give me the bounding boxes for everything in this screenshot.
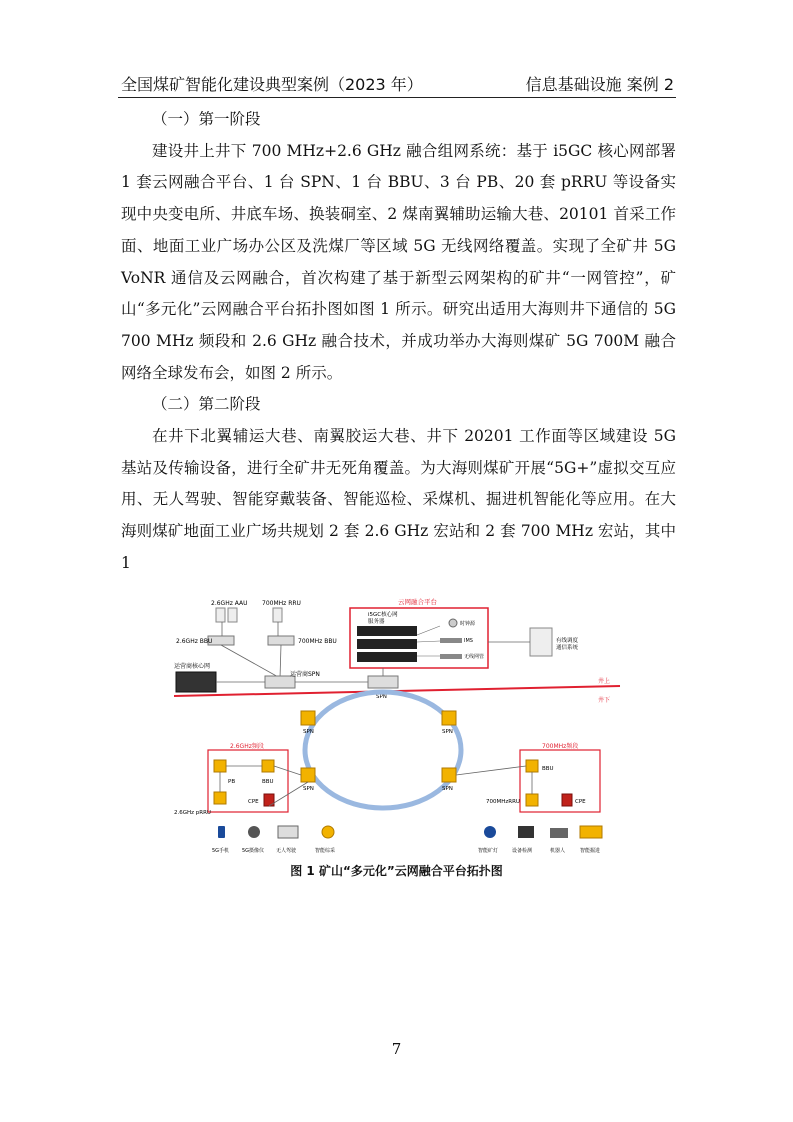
- header-title: 全国煤矿智能化建设典型案例（2023 年）: [121, 75, 423, 94]
- shearer-icon: [322, 826, 334, 838]
- header-rule: [118, 97, 676, 98]
- label-spn-3: SPN: [303, 786, 314, 792]
- spn-node-icon: [442, 711, 456, 725]
- label-aau: 2.6GHz AAU: [211, 600, 248, 607]
- label-server: 服务器: [368, 619, 385, 625]
- label-cpe-right: CPE: [575, 799, 586, 805]
- roadheader-icon: [580, 826, 602, 838]
- label-wired: 有线调度: [556, 638, 579, 644]
- bbu-device-icon: [268, 636, 294, 645]
- label-app6: 设备检测: [512, 848, 533, 854]
- label-rru700: 700MHz RRU: [262, 600, 301, 607]
- detector-icon: [518, 826, 534, 838]
- spn-node-icon: [442, 768, 456, 782]
- label-spn-2: SPN: [442, 729, 453, 735]
- robot-icon: [550, 828, 568, 838]
- label-cpe-left: CPE: [248, 799, 259, 805]
- core-network-icon: [176, 672, 216, 692]
- label-app3: 无人驾驶: [276, 848, 297, 854]
- label-bbu-left: BBU: [262, 779, 274, 785]
- label-app5: 智能矿灯: [478, 848, 499, 854]
- label-bbu-right: BBU: [542, 766, 554, 772]
- label-cloud-title: 云网融合平台: [398, 598, 437, 606]
- aau-device-icon: [228, 608, 237, 622]
- server-icon: [357, 652, 417, 662]
- section-heading-1: （一）第一阶段: [152, 110, 261, 128]
- clock-icon: [449, 619, 457, 627]
- label-app8: 智能掘进: [580, 848, 601, 854]
- figure-caption: 图 1 矿山“多元化”云网融合平台拓扑图: [290, 864, 503, 878]
- label-ground-down: 井下: [598, 697, 611, 704]
- label-spn-center: SPN: [376, 694, 387, 700]
- label-i5gc: i5GC核心网: [368, 612, 398, 618]
- label-clock: 时钟源: [460, 621, 476, 627]
- paragraph-1: 建设井上井下 700 MHz+2.6 GHz 融合组网系统：基于 i5GC 核心网部署 1 套云网融合平台、1 台 SPN、1 台 BBU、3 台 PB、20 套 pRRU 等设备实现中央变电所、井底车场、换装硐室、2 煤南翼辅助运输大巷、20101 首采工作面、地面工业广场办公区及洗煤厂等区域 5G 无线网络覆盖。实现了全矿井 5G VoNR 通信及云网融合，首次构建了基于新型云网架构的矿井“一网管控”，矿山“多元化”云网融合平台拓扑图如图 1 所示。研究出适用大海则井下通信的 5G 700 MHz 频段和 2.6 GHz 融合技术，并成功举办大海则煤矿 5G 700M 融合网络全球发布会，如图 2 所示。: [121, 141, 676, 382]
- pb-device-icon: [214, 760, 226, 772]
- cpe-device-icon: [562, 794, 572, 806]
- label-band26: 2.6GHz频段: [230, 743, 264, 750]
- label-app2: 5G摄像仪: [242, 848, 265, 854]
- label-app7: 机器人: [550, 848, 566, 854]
- rru-device-icon: [273, 608, 282, 622]
- label-spn-op: 运营商SPN: [290, 671, 320, 678]
- label-band700: 700MHz频段: [542, 743, 579, 750]
- rru-node-icon: [526, 794, 538, 806]
- header-section: 信息基础设施 案例 2: [525, 75, 674, 94]
- label-ground-up: 井上: [598, 678, 611, 685]
- camera-icon: [248, 826, 260, 838]
- label-app4: 智能综采: [315, 848, 336, 854]
- wired-dispatch-icon: [530, 628, 552, 656]
- label-core: 运营商核心网: [174, 663, 211, 670]
- prru-device-icon: [214, 792, 226, 804]
- label-pb: PB: [228, 779, 236, 785]
- spn-node-icon: [301, 768, 315, 782]
- vehicle-icon: [278, 826, 298, 838]
- section-heading-2: （二）第二阶段: [152, 395, 261, 414]
- spn-node-icon: [301, 711, 315, 725]
- page-header: [121, 72, 674, 96]
- label-app1: 5G手机: [212, 848, 230, 854]
- body-text: [121, 104, 676, 580]
- label-prru: 2.6GHz pRRU: [174, 810, 211, 816]
- label-spn-1: SPN: [303, 729, 314, 735]
- topology-figure: [170, 590, 625, 860]
- bbu-node-icon: [526, 760, 538, 772]
- paragraph-2: 在井下北翼辅运大巷、南翼胶运大巷、井下 20201 工作面等区域建设 5G 基站及传输设备，进行全矿井无死角覆盖。为大海则煤矿开展“5G+”虚拟交互应用、无人驾驶、智能穿戴装备、智能巡检、采煤机、掘进机智能化等应用。在大海则煤矿地面工业广场共规划 2 套 2.6 GHz 宏站和 2 套 700 MHz 宏站，其中 1: [121, 427, 676, 572]
- ims-icon: [440, 638, 462, 643]
- spn-ring: [305, 692, 461, 808]
- page-number: 7: [391, 1040, 402, 1058]
- server-icon: [357, 626, 417, 636]
- server-icon: [357, 639, 417, 649]
- topology-diagram: [170, 590, 625, 860]
- label-wireless: 无线网管: [464, 654, 485, 660]
- phone-icon: [218, 826, 225, 838]
- wireless-mgmt-icon: [440, 654, 462, 659]
- label-wired2: 通信系统: [556, 645, 579, 651]
- bbu-node-icon: [262, 760, 274, 772]
- label-rru700b: 700MHzRRU: [486, 799, 520, 805]
- label-ims: IMS: [464, 638, 473, 644]
- label-spn-4: SPN: [442, 786, 453, 792]
- lamp-icon: [484, 826, 496, 838]
- core-spn-icon: [368, 676, 398, 688]
- aau-device-icon: [216, 608, 225, 622]
- label-bbu700: 700MHz BBU: [298, 638, 337, 645]
- label-bbu26: 2.6GHz BBU: [176, 638, 213, 645]
